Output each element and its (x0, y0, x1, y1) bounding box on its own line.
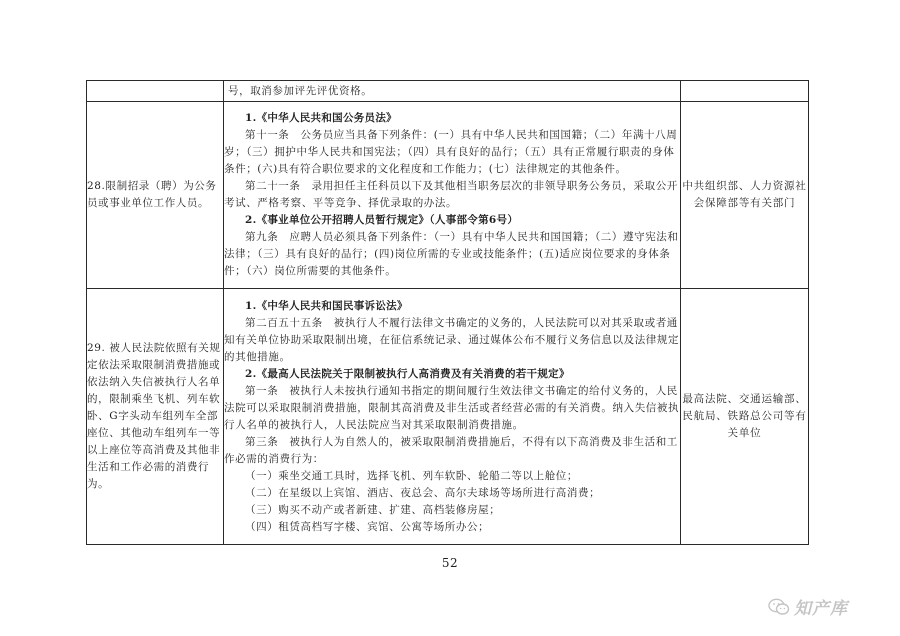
watermark-text: 知产库 (794, 599, 848, 619)
law-article: 第二百五十五条 被执行人不履行法律文书确定的义务的，人民法院可以对其采取或者通知有关单位协助采取限制出境，在征信系统记录、通过媒体公布不履行义务信息以及法律规定的其他措施。 (224, 316, 680, 363)
item-29-text: 29. 被人民法院依照有关规定依法采取限制消费措施或依法纳入失信被执行人名单的，限制乘坐飞机、列车软卧、G字头动车组列车全部座位、其他动车组列车一等以上座位等高消费及其他非生活和工作必需的消费行为。 (87, 342, 221, 490)
law-title: 1.《中华人民共和国民事诉讼法》 (245, 299, 408, 312)
watermark (768, 594, 848, 619)
continuation-text: 号，取消参加评先评优资格。 (228, 84, 373, 97)
item-cell (87, 102, 224, 289)
wechat-icon (768, 598, 790, 616)
table-row-continuation (87, 81, 809, 102)
item-cell (87, 289, 224, 545)
table-row-29 (87, 289, 809, 545)
dept-29-text: 最高法院、交通运输部、民航局、铁路总公司等有关单位 (682, 393, 807, 439)
law-title: 1.《中华人民共和国公务员法》 (245, 112, 397, 124)
law-article: 第二十一条 录用担任主任科员以下及其他相当职务层次的非领导职务公务员，采取公开考试、严格考察、平等竞争、择优录取的办法。 (224, 180, 678, 209)
dept-cell (681, 289, 809, 545)
dept-cell-empty (681, 81, 809, 102)
law-article: 第十一条 公务员应当具备下列条件：(一）具有中华人民共和国国籍；（二）年满十八周岁；（三）拥护中华人民共和国宪法；（四）具有良好的品行；（五）具有正常履行职责的身体条件；(六)具有符合职位要求的文化程度和工作能力；(七）法律规定的其他条件。 (224, 129, 678, 175)
table-row-28 (87, 102, 809, 289)
content-cell (224, 102, 681, 289)
law-title: 2.《最高人民法院关于限制被执行人高消费及有关消费的若干规定》 (245, 367, 570, 380)
law-article: 第九条 应聘人员必须具备下列条件：（一）具有中华人民共和国国籍；（二）遵守宪法和法律；（三）具有良好的品行；(四)岗位所需的专业或技能条件；(五)适应岗位要求的身体条件；（六）岗位所需要的其他条件。 (224, 231, 679, 277)
item-28-text: 28.限制招录（聘）为公务员或事业单位工作人员。 (87, 180, 217, 209)
dept-cell (681, 102, 809, 289)
law-title: 2.《事业单位公开招聘人员暂行规定》（人事部令第6号） (245, 214, 519, 226)
dept-28-text: 中共组织部、人力资源社会保障部等有关部门 (682, 180, 807, 209)
content-cell (224, 289, 681, 545)
law-sub-item: （三）购买不动产或者新建、扩建、高档装修房屋； (245, 503, 501, 516)
law-sub-item: （二）在星级以上宾馆、酒店、夜总会、高尔夫球场等场所进行高消费； (245, 486, 601, 499)
regulation-table (86, 80, 809, 545)
law-article: 第三条 被执行人为自然人的，被采取限制消费措施后，不得有以下高消费及非生活和工作必需的消费行为： (224, 435, 678, 465)
content-cell (224, 81, 681, 102)
law-sub-item: （四）租赁高档写字楼、宾馆、公寓等场所办公； (245, 520, 490, 533)
page-number: 52 (441, 556, 459, 570)
law-sub-item: （一）乘坐交通工具时，选择飞机、列车软卧、轮船二等以上舱位； (245, 469, 578, 482)
law-article: 第一条 被执行人未按执行通知书指定的期间履行生效法律文书确定的给付义务的，人民法院可以采取限制消费措施，限制其高消费及非生活或者经营必需的有关消费。纳入失信被执行人名单的被执行人，人民法院应当对其采取限制消费措施。 (224, 384, 680, 431)
item-cell-empty (87, 81, 224, 102)
